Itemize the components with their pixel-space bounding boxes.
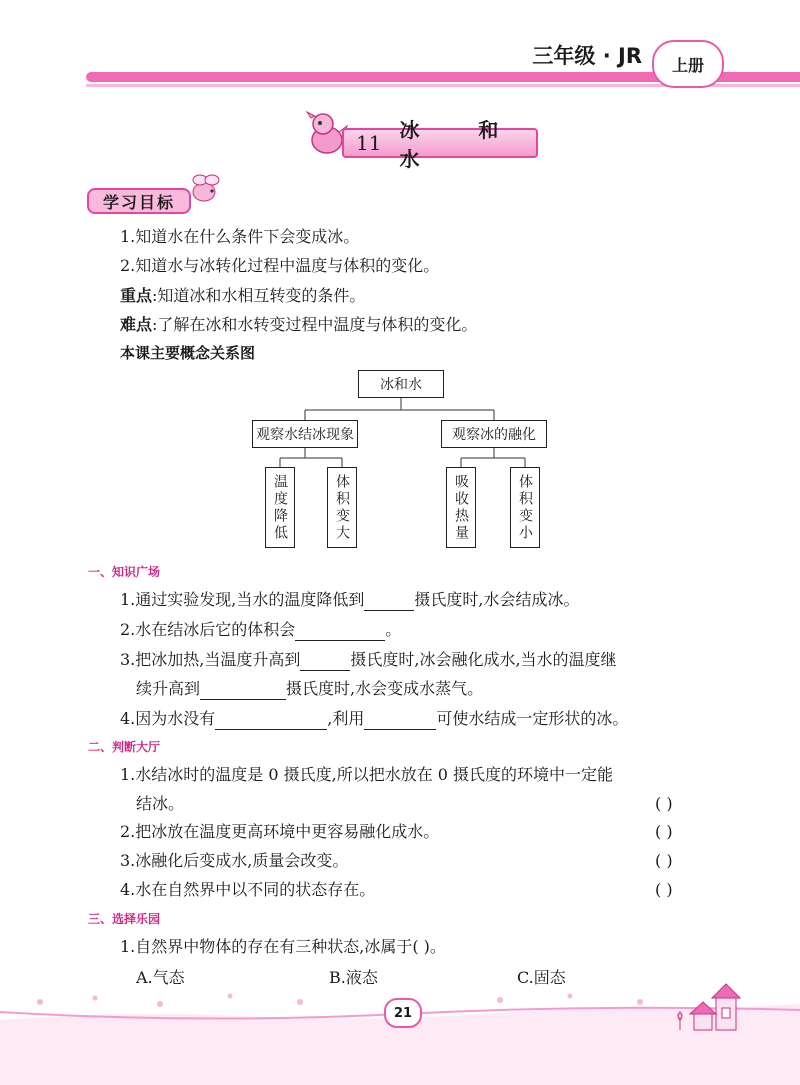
s1-q3-text-c: 续升高到 [136, 679, 201, 698]
answer-blank[interactable] [200, 681, 286, 700]
difficulty-label: 难点 [120, 315, 153, 334]
concept-node-root: 冰和水 [358, 370, 444, 398]
s1-q2-text-b: 。 [385, 620, 402, 639]
s2-question-1-cont: 结冰。 [136, 794, 185, 813]
s1-question-2 [120, 619, 401, 641]
s1-q1-text-b: 摄氏度时,水会结成冰。 [414, 590, 580, 609]
s1-q4-text-b: ,利用 [327, 709, 365, 728]
page-number: 21 [384, 998, 422, 1028]
option-b[interactable]: B.液态 [329, 968, 378, 987]
s1-q3-text-d: 摄氏度时,水会变成水蒸气。 [286, 679, 484, 698]
difficulty-text: :了解在冰和水转变过程中温度与体积的变化。 [152, 315, 478, 334]
answer-blank[interactable] [295, 622, 385, 641]
s1-question-3-cont [136, 678, 483, 700]
s2-question-2: 2.把冰放在温度更高环境中更容易融化成水。 [120, 822, 440, 841]
key-text: :知道冰和水相互转变的条件。 [152, 286, 366, 305]
lesson-number: 11 [356, 131, 382, 155]
concept-leaf-4: 体积变小 [510, 467, 540, 548]
objectives-badge: 学习目标 [87, 188, 191, 214]
s2-question-3: 3.冰融化后变成水,质量会改变。 [120, 851, 349, 870]
concept-leaf-3: 吸收热量 [446, 467, 476, 548]
concept-map-title: 本课主要概念关系图 [120, 344, 256, 362]
house-icon [676, 982, 746, 1032]
s2-question-1: 1.水结冰时的温度是 0 摄氏度,所以把水放在 0 摄氏度的环境中一定能 [120, 765, 614, 784]
s1-q3-text-a: 3.把冰加热,当温度升高到 [120, 650, 301, 669]
answer-blank[interactable] [364, 592, 414, 611]
s1-q4-text-c: 可使水结成一定形状的冰。 [436, 709, 629, 728]
concept-node-right: 观察冰的融化 [441, 420, 547, 448]
answer-blank[interactable] [364, 711, 436, 730]
answer-blank[interactable] [215, 711, 327, 730]
s1-q4-text-a: 4.因为水没有 [120, 709, 216, 728]
s1-q2-text-a: 2.水在结冰后它的体积会 [120, 620, 296, 639]
grade-label: 三年级 · JR [532, 44, 642, 68]
answer-parentheses[interactable]: ( ) [655, 851, 673, 870]
section2-title: 二、判断大厅 [88, 740, 161, 754]
option-a[interactable]: A.气态 [136, 968, 185, 987]
answer-parentheses[interactable]: ( ) [655, 822, 673, 841]
concept-node-left: 观察水结冰现象 [252, 420, 358, 448]
section1-title: 一、知识广场 [88, 565, 161, 579]
concept-leaf-1: 温度降低 [265, 467, 295, 548]
answer-parentheses[interactable]: ( ) [655, 794, 673, 813]
answer-blank[interactable] [300, 652, 350, 671]
s1-question-3 [120, 649, 617, 671]
option-c[interactable]: C.固态 [517, 968, 566, 987]
s1-question-4 [120, 708, 628, 730]
volume-badge: 上册 [652, 40, 724, 88]
s1-question-1 [120, 589, 579, 611]
s2-question-4: 4.水在自然界中以不同的状态存在。 [120, 880, 376, 899]
objective-item-2: 2.知道水与冰转化过程中温度与体积的变化。 [120, 256, 440, 275]
section3-title: 三、选择乐园 [88, 912, 161, 926]
answer-parentheses[interactable]: ( ) [655, 880, 673, 899]
s1-q1-text-a: 1.通过实验发现,当水的温度降低到 [120, 590, 365, 609]
objective-item-1: 1.知道水在什么条件下会变成冰。 [120, 227, 360, 246]
key-label: 重点 [120, 286, 153, 305]
lesson-title-text: 冰 和 水 [399, 118, 525, 171]
concept-leaf-2: 体积变大 [327, 467, 357, 548]
s1-q3-text-b: 摄氏度时,冰会融化成水,当水的温度继 [350, 650, 617, 669]
s3-question-1: 1.自然界中物体的存在有三种状态,冰属于( )。 [120, 937, 446, 956]
